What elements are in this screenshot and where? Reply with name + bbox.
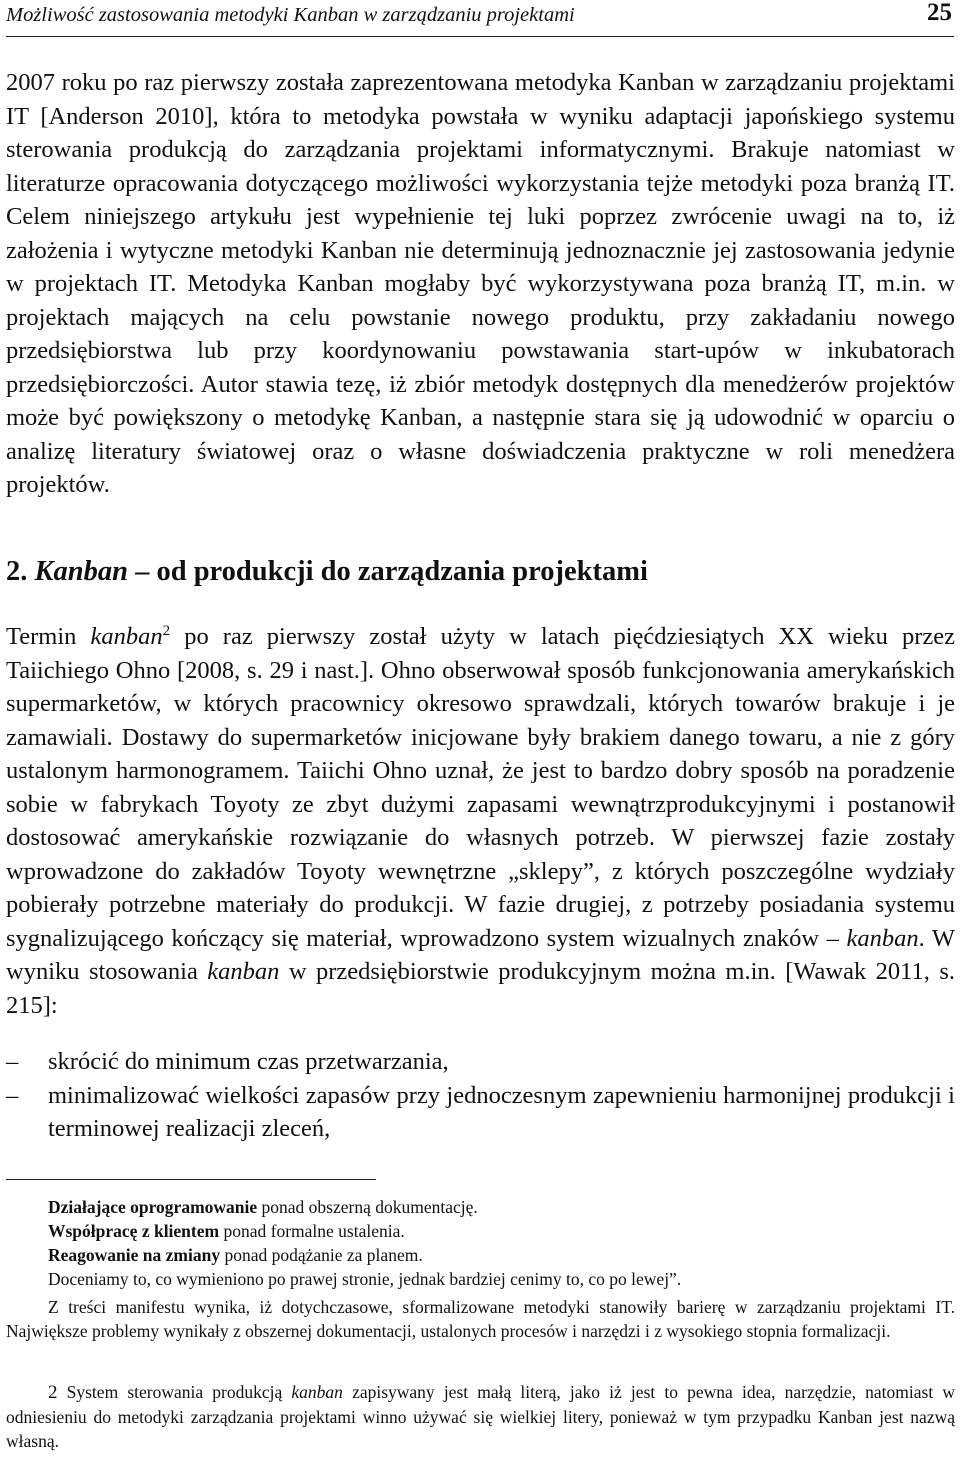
footnote-2-text-b: zapisywany jest małą literą, jako iż jest to pewna idea, narzędzie, natomiast w odniesieniu do metodyki zarządzania projektami winno używać się wielkiej litery, ponieważ w tym przypadku Kanban jest nazwą własną. bbox=[6, 1382, 955, 1451]
list-dash: – bbox=[6, 1048, 19, 1075]
running-header-title: Możliwość zastosowania metodyki Kanban w zarządzaniu projektami bbox=[6, 4, 575, 26]
footnote-bold-term: Reagowanie na zmiany bbox=[48, 1245, 221, 1265]
running-header bbox=[6, 0, 954, 37]
footnote-line bbox=[6, 1243, 955, 1267]
para2-kanban-term-3: kanban bbox=[207, 958, 280, 985]
footnote-line-text: Doceniamy to, co wymieniono po prawej stronie, jednak bardziej cenimy to, co po lewej”. bbox=[48, 1269, 682, 1289]
footnote-line bbox=[6, 1267, 955, 1291]
para2-kanban-term-2: kanban bbox=[846, 924, 919, 952]
bullet-list bbox=[6, 1045, 955, 1146]
list-dash: – bbox=[6, 1081, 19, 1109]
footnote-line bbox=[6, 1195, 955, 1219]
section-heading bbox=[6, 556, 648, 588]
footnote-paragraph: Z treści manifestu wynika, iż dotychczasowe, sformalizowane metodyki stanowiły barierę w zarządzaniu projektami IT. Największe problemy wynikały z obszernej dokumentacji, ustalonych procesów i narzędzi i z wysokiego stopnia formalizacji. bbox=[6, 1297, 955, 1341]
footnote-2-kanban-term: kanban bbox=[291, 1382, 343, 1402]
para2-text-c: . W wyniku stosowania bbox=[6, 924, 955, 985]
list-item bbox=[6, 1045, 955, 1079]
para2-text-b: po raz pierwszy został użyty w latach pięćdziesiątych XX wieku przez Taiichiego Ohno [2008, s. 29 i nast.]. Ohno obserwował sposób funkcjonowania amerykańskich supermarketów, w których pracownicy okresowo sprawdzali, których towarów brakuje i je zamawiali. Dostawy do supermarketów inicjowane były brakiem danego towaru, a nie z góry ustalonym harmonogramem. Taiichi Ohno uznał, że jest to bardzo dobry sposób na poradzenie sobie w fabrykach Toyoty ze zbyt dużymi zapasami wewnątrzprodukcyjnymi i postanowił dostosować amerykańskie rozwiązanie do własnych potrzeb. W pierwszej fazie zostały wprowadzone do zakładów Toyoty wewnętrzne „sklepy”, z których poszczególne wydziały pobierały potrzebne materiały do produkcji. W fazie drugiej, z potrzeby posiadania systemu sygnalizującego kończący się materiał, wprowadzono system wizualnych znaków – bbox=[6, 623, 956, 952]
footnote-line-text: ponad obszerną dokumentację. bbox=[257, 1197, 478, 1217]
footnote-1 bbox=[6, 1195, 955, 1343]
para2-kanban-term: kanban bbox=[90, 623, 163, 650]
footnote-2-text bbox=[6, 1380, 955, 1453]
footnote-line-text: ponad podążanie za planem. bbox=[220, 1245, 423, 1265]
section-number: 2. bbox=[6, 556, 28, 587]
footnote-2-text-a: System sterowania produkcją bbox=[57, 1382, 292, 1402]
page-number: 25 bbox=[927, 0, 952, 26]
section-heading-rest: – od produkcji do zarządzania projektami bbox=[127, 556, 648, 587]
body-paragraph-2 bbox=[6, 620, 955, 1022]
body-paragraph-1: 2007 roku po raz pierwszy została zaprezentowana metodyka Kanban w zarządzaniu projektami IT [Anderson 2010], która to metodyka powstała w wyniku adaptacji japońskiego systemu sterowania produkcją do zarządzania projektami informatycznymi. Brakuje natomiast w literaturze opracowania dotyczącego możliwości wykorzystania tejże metodyki poza branżą IT. Celem niniejszego artykułu jest wypełnienie tej luki poprzez zwrócenie uwagi na to, iż założenia i wytyczne metodyki Kanban nie determinują jednoznacznie jej zastosowania jedynie w projektach IT. Metodyka Kanban mogłaby być wykorzystywana poza branżą IT, m.in. w projektach mających na celu powstanie nowego produktu, przy zakładaniu nowego przedsiębiorstwa lub przy koordynowaniu powstawania start-upów w inkubatorach przedsiębiorczości. Autor stawia tezę, iż zbiór metodyk dostępnych dla menedżerów projektów może być powiększony o metodykę Kanban, a następnie stara się ją udowodnić w oparciu o analizę literatury światowej oraz o własne doświadczenia praktyczne w roli menedżera projektów. bbox=[6, 69, 955, 498]
footnote-number: 2 bbox=[48, 1382, 58, 1403]
para2-text-a: Termin bbox=[6, 623, 91, 650]
footnote-line bbox=[6, 1219, 955, 1243]
footnote-separator bbox=[6, 1179, 376, 1180]
footnote-bold-term: Współpracę z klientem bbox=[48, 1221, 220, 1241]
list-item-text: skrócić do minimum czas przetwarzania, bbox=[48, 1048, 449, 1075]
footnote-ref-2: 2 bbox=[162, 622, 171, 639]
section-heading-kanban: Kanban bbox=[34, 556, 128, 587]
footnote-bold-term: Działające oprogramowanie bbox=[48, 1197, 258, 1217]
para2-text-d: w przedsiębiorstwie produkcyjnym można m.in. [Wawak 2011, s. 215]: bbox=[6, 958, 956, 1019]
footnote-2 bbox=[6, 1380, 955, 1453]
list-item-text: minimalizować wielkości zapasów przy jednoczesnym zapewnieniu harmonijnej produkcji i terminowej realizacji zleceń, bbox=[48, 1081, 955, 1142]
footnote-line-text: ponad formalne ustalenia. bbox=[219, 1221, 405, 1241]
list-item bbox=[6, 1079, 955, 1146]
